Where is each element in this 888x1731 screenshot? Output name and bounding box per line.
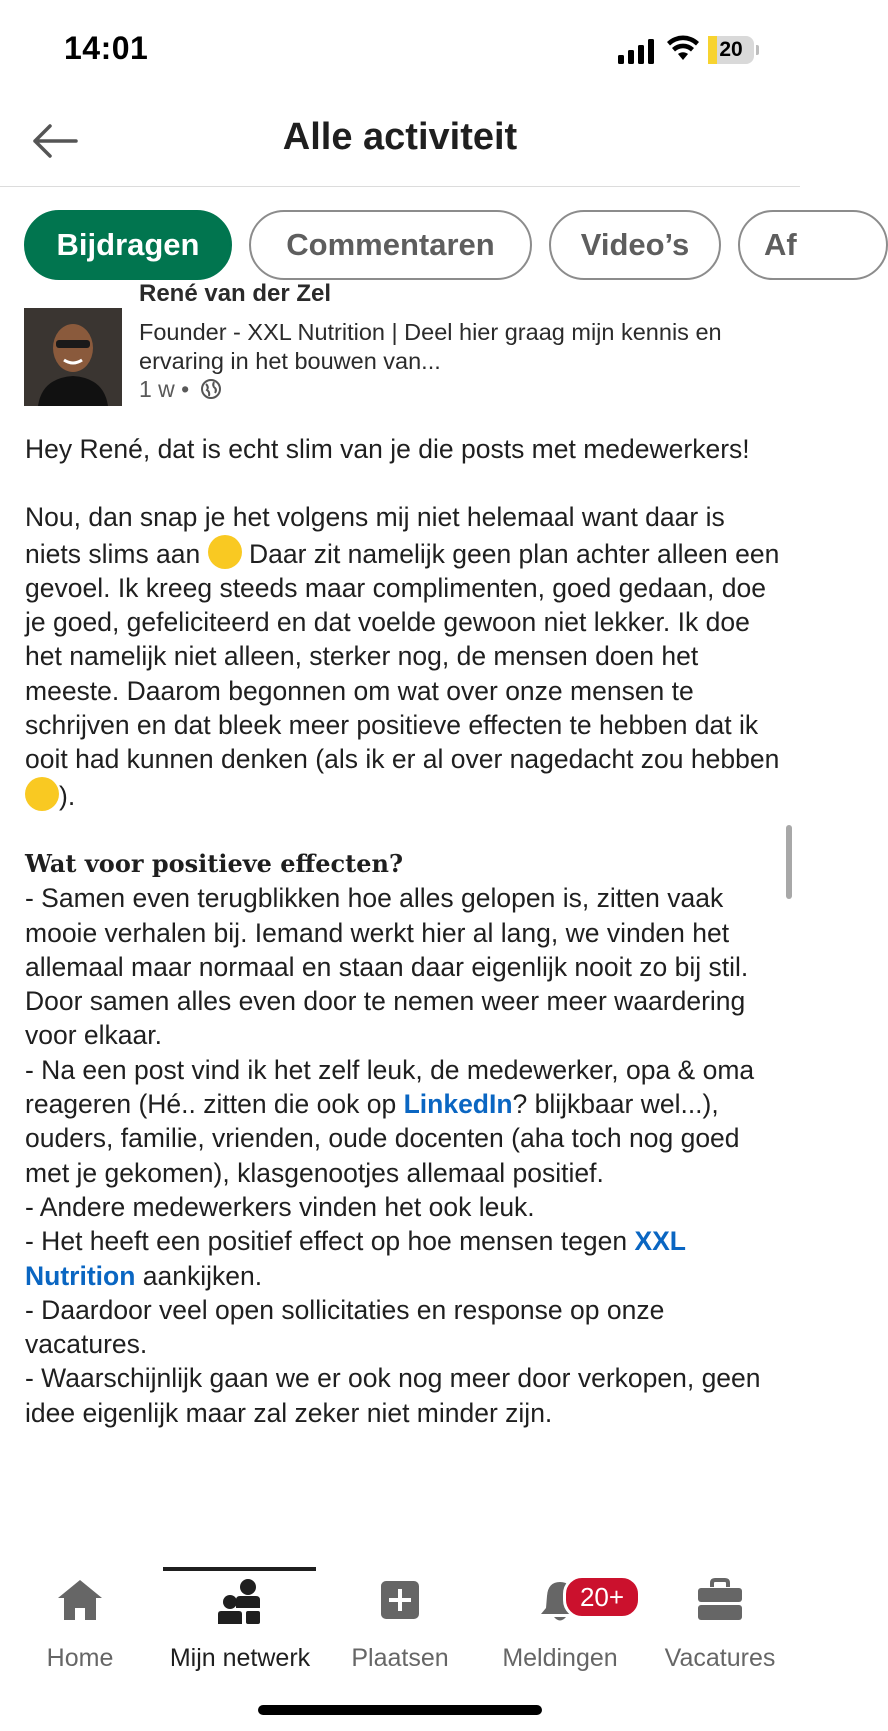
nav-label: Meldingen: [502, 1644, 618, 1672]
chip-bijdragen[interactable]: Bijdragen: [24, 210, 232, 280]
top-app-bar: [0, 100, 800, 187]
post-text: Nou, dan snap je het volgens mij niet helemaal want daar is niets slims aan: [25, 502, 725, 569]
nav-label: Mijn netwerk: [169, 1644, 311, 1672]
nav-label: Home: [46, 1644, 114, 1672]
active-tab-indicator: [163, 1567, 316, 1571]
post-subheading: Wat voor positieve effecten?: [25, 848, 403, 878]
post-paragraph: [25, 500, 785, 813]
battery-level: 20: [719, 38, 743, 61]
post-text: Daar zit namelijk geen plan achter alleen een gevoel. Ik kreeg steeds maar complimenten, goed gedaan, doe je goed, gefeliciteerd en dat voelde gewoon niet lekker. Ik doe het namelijk niet alleen, sterker nog, de mensen doen het meeste. Daarom begonnen om wat over onze mensen te schrijven en dat bleek meer positieve effecten te hebben dat ik ooit had kunnen denken (als ik er al over nagedacht zou hebben: [25, 538, 780, 775]
plus-square-icon: [378, 1578, 422, 1622]
grinning-sweat-emoji-icon: [208, 535, 242, 569]
status-time: 14:01: [64, 30, 149, 66]
chip-commentaren[interactable]: Commentaren: [249, 210, 532, 280]
chip-afbeeldingen[interactable]: Af: [738, 210, 888, 280]
post-body: [25, 432, 785, 1430]
briefcase-icon: [696, 1578, 744, 1622]
post-bullet: [25, 1224, 785, 1293]
post-bullet: - Samen even terugblikken hoe alles gelopen is, zitten vaak mooie verhalen bij. Iemand werkt hier al lang, we vinden het allemaal maar normaal en staan daar eigenlijk nooit zo bij stil. Door samen alles even door te nemen weer meer waardering voor elkaar.: [25, 883, 749, 1051]
nav-plaatsen[interactable]: [320, 1578, 480, 1678]
post-paragraph: Hey René, dat is echt slim van je die posts met medewerkers!: [25, 434, 750, 464]
filter-chips: [0, 186, 800, 294]
post-author: [0, 280, 800, 414]
post-text: aankijken.: [135, 1260, 263, 1291]
post-bullet: [25, 1053, 785, 1190]
nav-label: Vacatures: [664, 1644, 776, 1672]
home-icon: [56, 1578, 104, 1622]
cellular-signal-icon: [618, 38, 654, 64]
winking-face-emoji-icon: [25, 777, 59, 811]
scrollbar[interactable]: [786, 825, 792, 899]
post-bullet: - Daardoor veel open sollicitaties en response op onze vacatures.: [25, 1294, 665, 1360]
globe-icon: [200, 378, 222, 400]
battery-icon: [708, 36, 760, 64]
post-bullet: - Waarschijnlijk gaan we er ook nog meer door verkopen, geen idee eigenlijk maar zal zeker niet minder zijn.: [25, 1363, 761, 1428]
post-meta: [139, 376, 222, 403]
mention-xxl-nutrition-link[interactable]: XXL Nutrition: [25, 1226, 686, 1291]
author-name[interactable]: René van der Zel: [139, 280, 332, 307]
post-age: 1 w •: [139, 376, 190, 402]
author-headline: Founder - XXL Nutrition | Deel hier graag mijn kennis en ervaring in het bouwen van...: [139, 319, 722, 374]
post-text: ? blijkbaar wel...), ouders, familie, vrienden, oude docenten (aha toch nog goed met je gekomen), klasgenootjes allemaal positief.: [25, 1089, 740, 1188]
home-indicator: [258, 1705, 542, 1715]
author-avatar[interactable]: [24, 308, 122, 406]
post-bullet: - Andere medewerkers vinden het ook leuk.: [25, 1191, 535, 1222]
nav-label: Plaatsen: [351, 1644, 449, 1672]
nav-home[interactable]: [0, 1578, 160, 1678]
mention-linkedin-link[interactable]: LinkedIn: [403, 1089, 513, 1120]
post-text: - Na een post vind ik het zelf leuk, de medewerker, opa & oma reageren (Hé.. zitten die ook op: [25, 1054, 755, 1120]
profile-photo-icon: [24, 308, 122, 406]
network-icon: [216, 1578, 264, 1626]
status-bar: [0, 0, 800, 100]
chip-videos[interactable]: Video’s: [549, 210, 721, 280]
post-text: ).: [59, 780, 76, 811]
nav-vacatures[interactable]: [640, 1578, 800, 1678]
notification-badge: 20+: [563, 1575, 641, 1619]
nav-mijn-netwerk[interactable]: [160, 1578, 320, 1678]
page-title: Alle activiteit: [282, 116, 518, 158]
post-text: - Het heeft een positief effect op hoe mensen tegen: [25, 1226, 635, 1257]
wifi-icon: [666, 34, 700, 62]
